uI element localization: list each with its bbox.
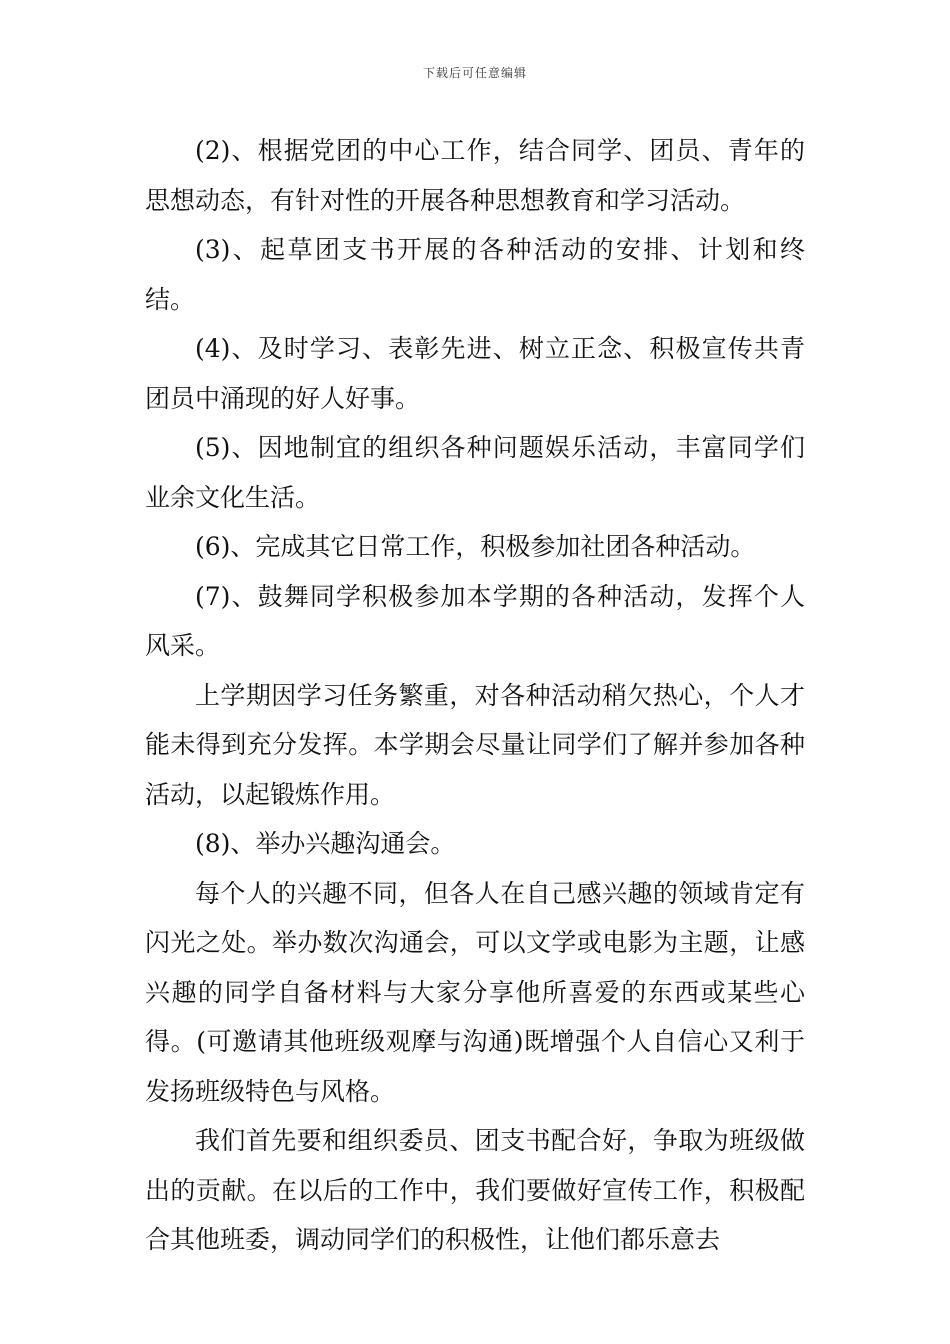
paragraph: (2)、根据党团的中心工作，结合同学、团员、青年的思想动态，有针对性的开展各种思想教育和学习活动。 bbox=[145, 136, 805, 215]
paragraph: (7)、鼓舞同学积极参加本学期的各种活动，发挥个人风采。 bbox=[145, 581, 805, 660]
paragraph: (6)、完成其它日常工作，积极参加社团各种活动。 bbox=[195, 532, 756, 561]
document-body bbox=[145, 126, 805, 1265]
paragraph: (3)、起草团支书开展的各种活动的安排、计划和终结。 bbox=[145, 235, 805, 314]
paragraph: 我们首先要和组织委员、团支书配合好，争取为班级做出的贡献。在以后的工作中，我们要做好宣传工作，积极配合其他班委，调动同学们的积极性，让他们都乐意去 bbox=[145, 1126, 805, 1254]
paragraph: 每个人的兴趣不同，但各人在自己感兴趣的领域肯定有闪光之处。举办数次沟通会，可以文学或电影为主题，让感兴趣的同学自备材料与大家分享他所喜爱的东西或某些心得。(可邀请其他班级观摩与沟通)既增强个人自信心又利于发扬班级特色与风格。 bbox=[145, 878, 805, 1106]
page-header: 下载后可任意编辑 bbox=[422, 66, 527, 80]
paragraph: 上学期因学习任务繁重，对各种活动稍欠热心，个人才能未得到充分发挥。本学期会尽量让同学们了解并参加各种活动，以起锻炼作用。 bbox=[145, 680, 805, 809]
paragraph: (4)、及时学习、表彰先进、树立正念、积极宣传共青团员中涌现的好人好事。 bbox=[145, 334, 805, 413]
paragraph: (8)、举办兴趣沟通会。 bbox=[195, 829, 456, 858]
paragraph: (5)、因地制宜的组织各种问题娱乐活动，丰富同学们业余文化生活。 bbox=[145, 433, 805, 512]
